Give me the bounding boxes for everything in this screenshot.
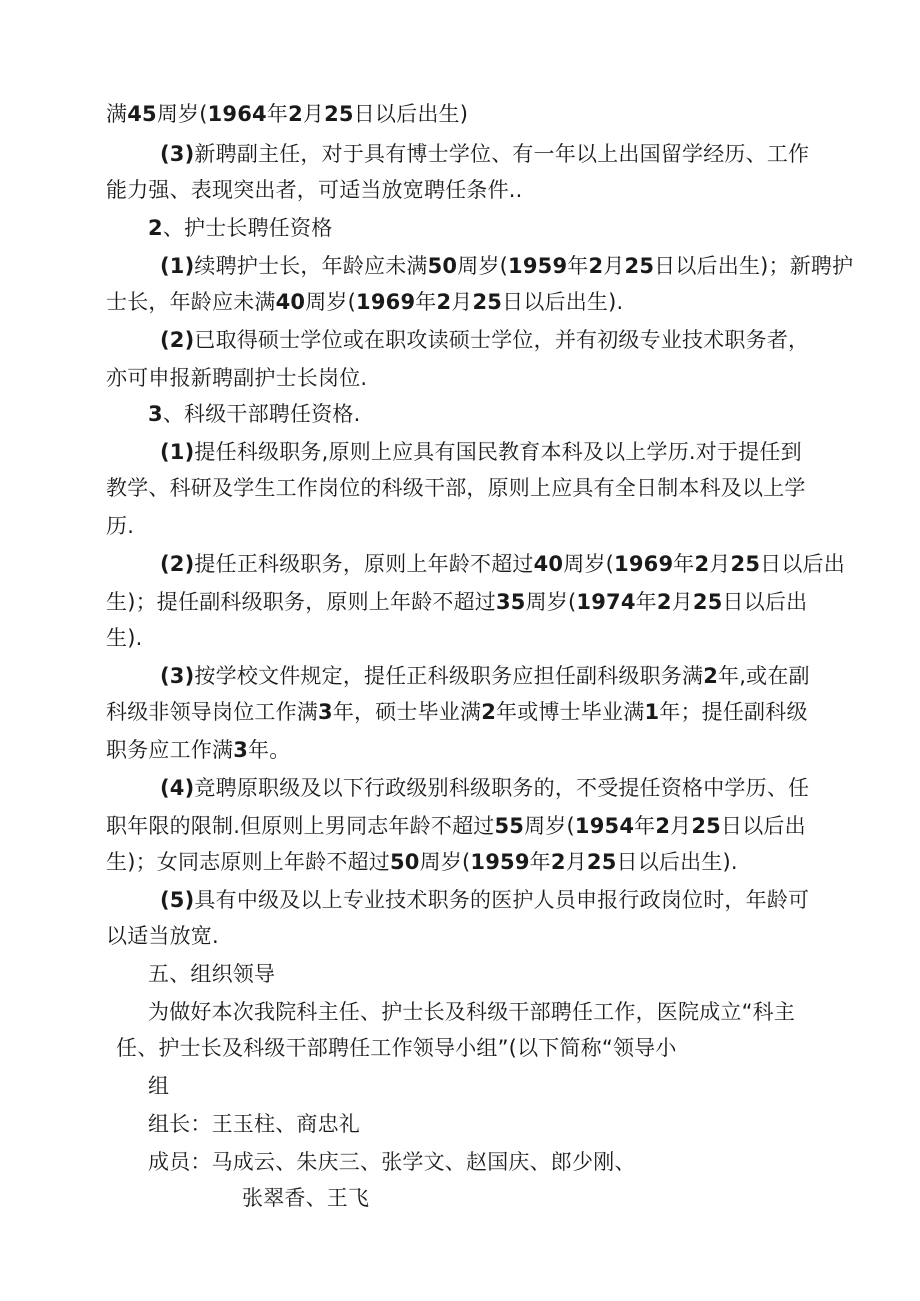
text-line: 科级非领导岗位工作满3年，硕士毕业满2年或博士毕业满1年；提任副科级: [106, 700, 808, 724]
section-heading: 五、组织领导: [148, 962, 276, 986]
section-heading: 2、护士长聘任资格: [148, 216, 333, 240]
text-line: 亦可申报新聘副护士长岗位.: [106, 366, 368, 390]
text-line: 组: [148, 1074, 170, 1098]
text-line: (2)已取得硕士学位或在职攻读硕士学位，并有初级专业技术职务者，: [160, 328, 810, 352]
leader-line: 组长：王玉柱、商忠礼: [148, 1112, 360, 1136]
text-line: 生)；女同志原则上年龄不超过50周岁(1959年2月25日以后出生).: [106, 850, 738, 874]
text-line: 生)；提任副科级职务，原则上年龄不超过35周岁(1974年2月25日以后出: [106, 590, 808, 614]
text-line: (3)按学校文件规定，提任正科级职务应担任副科级职务满2年,或在副: [160, 664, 810, 688]
members-line: 成员：马成云、朱庆三、张学文、赵国庆、郎少刚、: [148, 1150, 636, 1174]
members-line-continued: 张翠香、王飞: [242, 1186, 370, 1210]
text-line: (5)具有中级及以上专业技术职务的医护人员申报行政岗位时，年龄可: [160, 888, 810, 912]
text-line: 为做好本次我院科主任、护士长及科级干部聘任工作，医院成立“科主: [148, 1000, 796, 1024]
text-line: 以适当放宽.: [106, 924, 219, 948]
text-line: 生).: [106, 626, 143, 650]
text-line: (4)竞聘原职级及以下行政级别科级职务的，不受提任资格中学历、任: [160, 776, 810, 800]
text-line: 历.: [106, 514, 135, 538]
text-line: 职年限的限制.但原则上男同志年龄不超过55周岁(1954年2月25日以后出: [106, 814, 806, 838]
text-line: 士长，年龄应未满40周岁(1969年2月25日以后出生).: [106, 290, 624, 314]
text-line: (1)提任科级职务,原则上应具有国民教育本科及以上学历.对于提任到: [160, 440, 802, 464]
text-line: (3)新聘副主任，对于具有博士学位、有一年以上出国留学经历、工作: [160, 142, 810, 166]
section-heading: 3、科级干部聘任资格.: [148, 402, 361, 426]
text-line: 能力强、表现突出者，可适当放宽聘任条件..: [106, 178, 523, 202]
text-line: 满45周岁(1964年2月25日以后出生): [106, 102, 469, 126]
text-line: 教学、科研及学生工作岗位的科级干部，原则上应具有全日制本科及以上学: [106, 476, 806, 500]
text-line: (1)续聘护士长，年龄应未满50周岁(1959年2月25日以后出生)；新聘护: [160, 254, 854, 278]
text-line: 职务应工作满3年。: [106, 738, 291, 762]
text-line: (2)提任正科级职务，原则上年龄不超过40周岁(1969年2月25日以后出: [160, 552, 845, 576]
text-line: 任、护士长及科级干部聘任工作领导小组”(以下简称“领导小: [116, 1036, 677, 1060]
